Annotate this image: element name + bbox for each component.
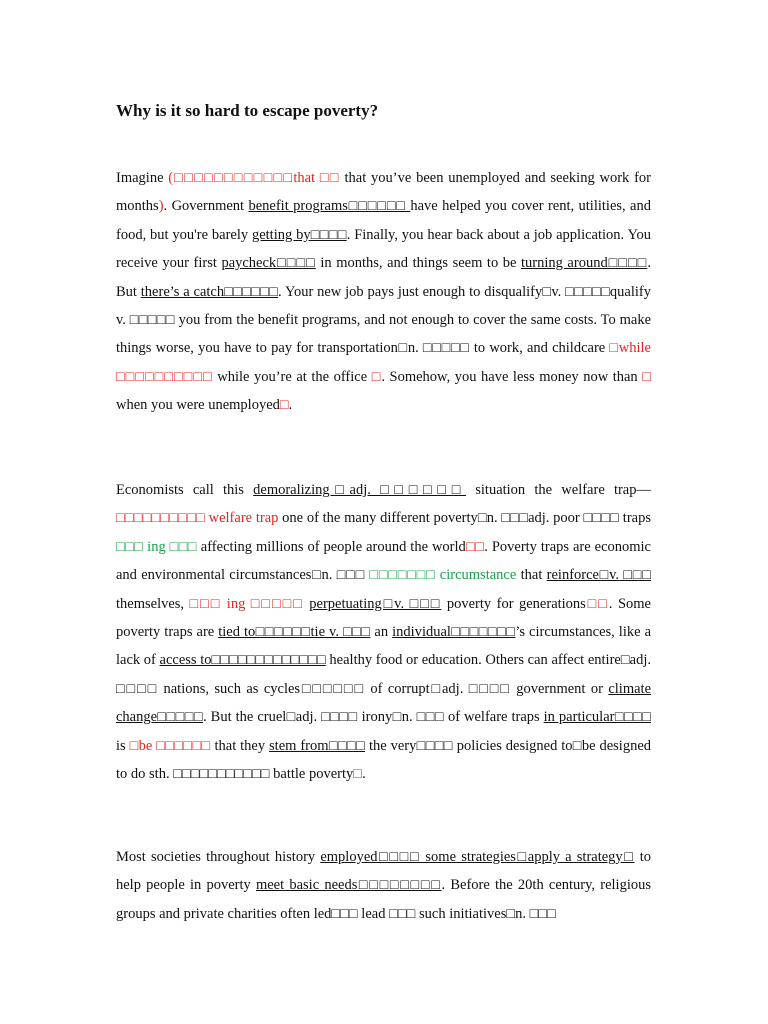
text-run: Imagine [116,170,169,186]
text-run: have helped you cover rent, utilities, and food, but you're barely [116,198,651,243]
text-run: . But [116,255,651,300]
text-run: . Finally, you hear back about a job application. You receive your first [116,226,651,272]
text-run: . Somehow, you have less money now than [381,368,643,385]
annotation-text: □□□ ing □□□□□ [189,595,304,612]
text-run: Most societies throughout history [116,849,321,865]
annotation-text: □ [642,368,651,385]
annotation-text: □ [371,368,382,385]
underlined-term: perpetuating□v. □□□ [309,595,442,612]
text-run: . Before the 20th century, religious groups and private charities often led□□□ lead □□□ such initiatives□n. □□□ [116,877,651,922]
underlined-term: demoralizing□adj. □□□□□□ [253,482,467,498]
annotation-text: □be □□□□□□ [129,737,211,754]
text-run: . [362,766,366,783]
underlined-term: turning around□□□□ [521,255,648,272]
text-run: . But the cruel□adj. □□□□ irony□n. □□□ of welfare traps [203,709,544,726]
underlined-term: getting by□□□□ [251,226,347,243]
text-run: that you’ve been unemployed and seeking work for months [116,170,651,215]
text-run: that [516,567,547,584]
text-run: themselves, [116,595,190,612]
annotation-text: □□□□□□□ circumstance [369,567,517,584]
paragraph-3 [116,843,651,928]
text-run: . [288,397,293,414]
text-run: . Some poverty traps are [116,595,651,641]
annotation-text: □□□□□□□□□□ welfare trap [116,510,279,527]
underlined-term: reinforce□v. □□□ [546,567,652,584]
text-run: when you were unemployed [116,397,280,414]
text-run: that they [210,737,270,754]
text-run: to help people in poverty [116,849,651,894]
paragraph-2 [116,476,651,788]
annotation-text: □ [353,766,363,783]
paragraph-1 [116,164,651,420]
underlined-term: meet basic needs□□□□□□□□ [255,877,442,894]
annotation-text: □□□ ing □□□ [116,538,197,555]
underlined-term: climate change□□□□□ [116,680,651,726]
text-run: affecting millions of people around the world [196,538,466,555]
text-run: while you’re at the office [212,368,372,385]
text-run: is [116,737,130,754]
text-run: healthy food or education. Others can affect entire□adj. □□□□ nations, such as cycles□□□□□□ of corrupt□adj. □□□□ government or [116,652,651,697]
annotation-text: □while □□□□□□□□□□ [116,340,651,385]
text-run: situation the welfare trap— [466,482,651,498]
text-run: in months, and things seem to be [315,255,521,272]
underlined-term: individual□□□□□□□ [392,624,516,641]
annotation-text: □ [279,397,289,414]
annotation-text: □□ [585,595,609,612]
text-run: . Poverty traps are economic and environmental circumstances□n. □□□ [116,538,651,584]
underlined-term: paycheck□□□□ [221,255,316,272]
underlined-term: benefit programs□□□□□□ [248,198,411,215]
underlined-term: there’s a catch□□□□□□ [140,283,279,300]
text-run: an [370,624,393,641]
underlined-term: tied to□□□□□□tie v. □□□ [218,624,371,641]
article-title: Why is it so hard to escape poverty? [116,101,379,120]
annotation-text: (□□□□□□□□□□□□that □□ [168,170,340,186]
text-run: . Your new job pays just enough to disqualify□v. □□□□□qualify v. □□□□□ you from the benefit programs, and not enough to cover the same costs. To make things worse, you have to pay for transportation□n. □□□□□ to work, and childcare [116,283,651,357]
underlined-term: stem from□□□□ [269,737,366,754]
text-run: . Government [163,198,249,215]
underlined-term: in particular□□□□ [543,709,651,726]
underlined-term: employed□□□□ some strategies□apply a strategy□ [320,849,635,865]
underlined-term: access to□□□□□□□□□□□□□ [159,652,326,669]
text-run: ’s circumstances, like a lack of [116,624,652,669]
annotation-text: ) [158,198,164,215]
text-run: one of the many different poverty□n. □□□adj. poor □□□□ traps [278,510,651,527]
text-run: Economists call this [116,482,254,498]
text-run: the very□□□□ policies designed to□be designed to do sth. □□□□□□□□□□□ battle poverty [116,737,652,783]
text-run: poverty for generations [441,595,586,612]
annotation-text: □□ [465,538,485,555]
